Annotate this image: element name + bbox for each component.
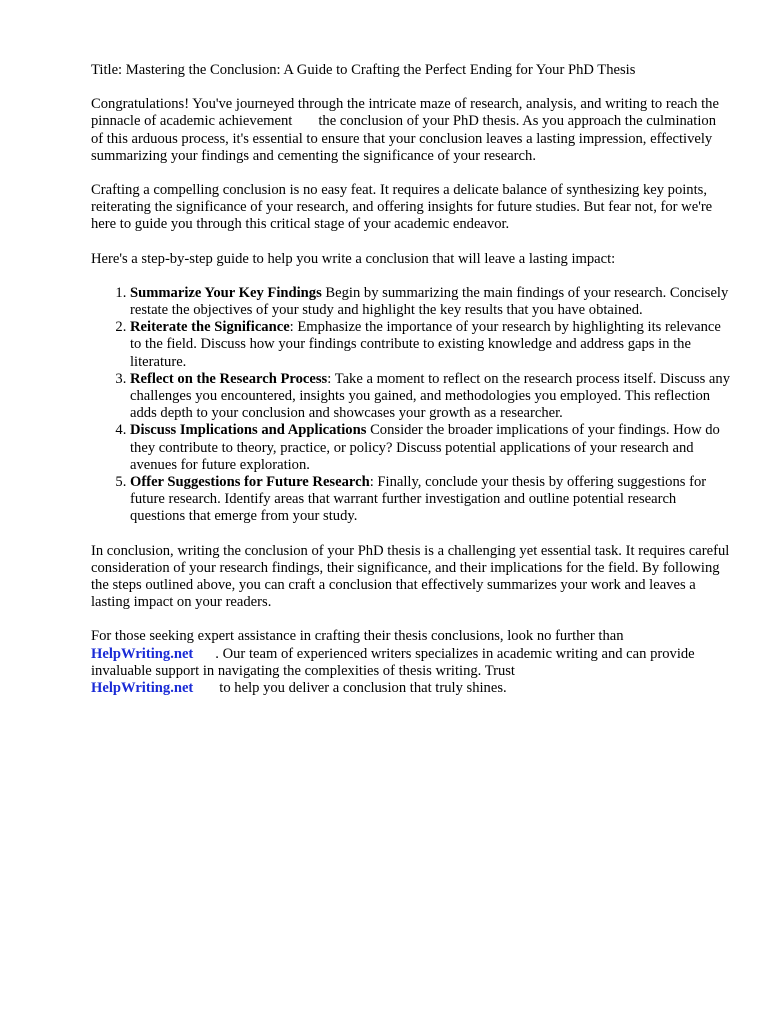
closing-text-end: to help you deliver a conclusion that truly shines. [219,680,507,697]
intro-paragraph [91,96,731,165]
step-separator: : [289,319,298,336]
paragraph-challenge: Crafting a compelling conclusion is no easy feat. It requires a delicate balance of synthesizing key points, reiterating the significance of your research, and offering insights for future studies. But fear not, for we're here to guide you through this critical stage of your academic endeavor. [91,182,713,233]
list-item [130,422,731,474]
list-item [130,319,731,371]
step-separator: : [327,370,335,387]
intro-text-end: the conclusion of your PhD thesis. As you approach the culmination of this arduous process, it's essential to ensure that your conclusion leaves a lasting impression, effectively summarizing your findings and cementing the significance of your research. [91,113,716,164]
helpwriting-link-2[interactable]: HelpWriting.net [91,680,194,697]
document-title: Title: Mastering the Conclusion: A Guide to Crafting the Perfect Ending for Your PhD Thesis [91,62,636,78]
document-page [91,62,731,697]
step-text: Consider the broader implications of your findings. How do they contribute to theory, practice, or policy? Discuss potential applications of your research and avenues for future exploration. [130,422,720,473]
step-separator: : [369,474,378,491]
step-text: Take a moment to reflect on the research process itself. Discuss any challenges you encountered, insights you gained, and methodologies you employed. This reflection adds depth to your conclusion and showcases your growth as a researcher. [130,370,730,422]
guide-intro: Here's a step-by-step guide to help you write a conclusion that will leave a lasting impact: [91,250,616,267]
step-heading: Offer Suggestions for Future Research [130,474,370,491]
helpwriting-link[interactable]: HelpWriting.net [91,645,194,662]
step-text: Finally, conclude your thesis by offering suggestions for future research. Identify areas that warrant further investigation and outline potential research questions that emerge from your study. [130,474,707,525]
conclusion-paragraph: In conclusion, writing the conclusion of your PhD thesis is a challenging yet essential task. It requires careful consideration of your research findings, their significance, and their implications for the field. By following the steps outlined above, you can craft a conclusion that effectively summarizes your work and leaves a lasting impact on your readers. [91,542,730,611]
list-item [130,371,731,423]
step-text: Emphasize the importance of your research by highlighting its relevance to the field. Discuss how your findings contribute to existing knowledge and address gaps in the literature. [130,319,721,370]
list-item [130,474,731,526]
closing-text-start: For those seeking expert assistance in crafting their thesis conclusions, look no further than [91,628,624,645]
step-heading: Reiterate the Significance [130,319,290,336]
closing-paragraph [91,628,731,697]
steps-list [91,285,731,526]
list-item [130,285,731,319]
intro-text-start: Congratulations! You've journeyed through the intricate maze of research, analysis, and writing to reach the pinnacle of academic achievement [91,96,719,130]
step-text: Begin by summarizing the main findings of your research. Concisely restate the objectives of your study and highlight the key results that you have obtained. [130,284,729,319]
step-heading: Discuss Implications and Applications [130,422,367,439]
closing-text-middle: . Our team of experienced writers specializes in academic writing and can provide invaluable support in navigating the complexities of thesis writing. Trust [91,645,695,679]
step-heading: Summarize Your Key Findings [130,284,322,301]
step-heading: Reflect on the Research Process [130,370,328,387]
